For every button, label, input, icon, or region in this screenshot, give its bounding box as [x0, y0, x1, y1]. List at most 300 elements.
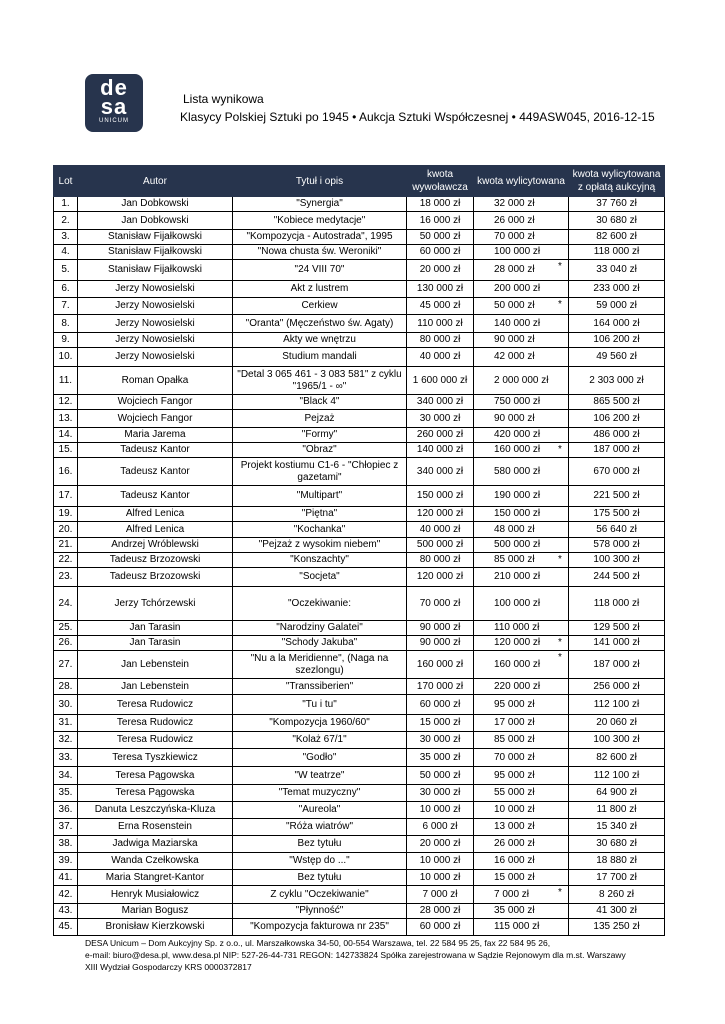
cell-hammer-price [474, 715, 569, 732]
cell-hammer-price [474, 886, 569, 904]
cell-total-price-text: 2 303 000 zł [589, 374, 644, 386]
cell-total-price-text: 233 000 zł [593, 283, 640, 294]
cell-author [78, 621, 233, 636]
cell-total-price-text: 30 680 zł [596, 838, 637, 849]
column-header-lot: Lot [54, 166, 78, 197]
cell-lot-text: 33. [58, 751, 73, 763]
cell-total-price-text: 221 500 zł [593, 490, 640, 501]
cell-total-price-text: 20 060 zł [596, 717, 637, 728]
cell-author [78, 587, 233, 621]
cell-total-price [569, 695, 665, 715]
cell-author [78, 919, 233, 936]
cell-hammer-price-text: 500 000 zł [494, 539, 541, 550]
cell-author [78, 568, 233, 587]
cell-hammer-price [474, 348, 569, 367]
cell-author [78, 715, 233, 732]
cell-author-text: Teresa Rudowicz [116, 717, 194, 728]
cell-lot-text: 20. [58, 523, 73, 535]
cell-author [78, 245, 233, 260]
table-row [54, 486, 665, 507]
cell-hammer-price [474, 853, 569, 870]
cell-title-text: Cerkiew [301, 300, 338, 311]
cell-title [233, 197, 407, 212]
table-row [54, 395, 665, 410]
cell-hammer-price [474, 538, 569, 553]
cell-hammer-price [474, 553, 569, 568]
cell-hammer-price-text: 140 000 zł [494, 317, 541, 329]
cell-hammer-price [474, 836, 569, 853]
cell-author-text: Alfred Lenica [125, 523, 185, 535]
cell-start-price [407, 904, 474, 919]
cell-lot-text: 35. [58, 787, 73, 798]
cell-title-text: Z cyklu "Oczekiwanie" [270, 888, 369, 900]
cell-author-text: Tadeusz Kantor [120, 465, 190, 477]
cell-lot [54, 507, 78, 522]
cell-start-price-text: 10 000 zł [419, 804, 461, 815]
cell-title [233, 679, 407, 695]
cell-lot-text: 28. [58, 680, 73, 692]
table-row [54, 230, 665, 245]
cell-lot [54, 870, 78, 886]
cell-start-price [407, 486, 474, 507]
cell-hammer-price [474, 819, 569, 836]
cell-hammer-price-text: 26 000 zł [494, 838, 535, 849]
cell-hammer-price-text: 115 000 zł [494, 921, 540, 932]
cell-author-text: Maria Jarema [124, 429, 186, 440]
cell-author-text: Tadeusz Kantor [120, 444, 190, 455]
cell-lot-text: 45. [58, 921, 73, 932]
cell-lot-text: 17. [58, 490, 73, 501]
table-row [54, 679, 665, 695]
cell-title [233, 802, 407, 819]
cell-author [78, 904, 233, 919]
cell-start-price [407, 333, 474, 348]
cell-author-text: Teresa Pągowska [115, 769, 195, 781]
cell-total-price [569, 538, 665, 553]
cell-lot-text: 37. [58, 821, 73, 832]
table-row [54, 819, 665, 836]
cell-total-price [569, 853, 665, 870]
cell-lot [54, 621, 78, 636]
cell-start-price-text: 260 000 zł [416, 429, 464, 440]
cell-title [233, 621, 407, 636]
document-title: Lista wynikowa [183, 92, 264, 106]
cell-author-text: Jan Tarasin [129, 637, 181, 648]
cell-author-text: Wojciech Fangor [117, 412, 193, 424]
cell-total-price [569, 281, 665, 298]
cell-author [78, 315, 233, 333]
cell-start-price-text: 15 000 zł [419, 717, 461, 728]
cell-title [233, 651, 407, 679]
table-row [54, 870, 665, 886]
cell-total-price [569, 367, 665, 395]
cell-hammer-price-text: 10 000 zł [494, 804, 535, 815]
table-body [54, 197, 665, 936]
cell-start-price [407, 886, 474, 904]
cell-start-price-text: 30 000 zł [419, 734, 461, 745]
table-row [54, 315, 665, 333]
cell-total-price-text: 164 000 zł [593, 317, 640, 329]
cell-start-price-text: 50 000 zł [419, 231, 461, 242]
cell-author [78, 651, 233, 679]
cell-start-price [407, 410, 474, 428]
cell-author-text: Jerzy Nowosielski [115, 334, 195, 345]
cell-title [233, 298, 407, 315]
cell-author [78, 679, 233, 695]
cell-author [78, 486, 233, 507]
cell-lot [54, 785, 78, 802]
table-row [54, 767, 665, 785]
cell-lot [54, 410, 78, 428]
cell-lot-text: 23. [58, 571, 73, 582]
cell-title-text: "Płynność" [295, 905, 344, 916]
cell-total-price-text: 37 760 zł [596, 198, 637, 209]
cell-total-price [569, 458, 665, 486]
cell-title [233, 230, 407, 245]
cell-hammer-price [474, 767, 569, 785]
cell-title-text: "Kobiece medytacje" [273, 214, 366, 226]
cell-start-price [407, 538, 474, 553]
cell-lot [54, 315, 78, 333]
cell-author-text: Teresa Pągowska [115, 787, 195, 798]
cell-hammer-price [474, 870, 569, 886]
cell-lot [54, 443, 78, 458]
cell-hammer-price [474, 587, 569, 621]
cell-author-text: Roman Opałka [121, 374, 189, 386]
cell-title-text: "Kompozycja - Autostrada", 1995 [246, 231, 393, 242]
cell-lot-text: 32. [58, 734, 73, 745]
cell-author [78, 802, 233, 819]
cell-hammer-price [474, 651, 569, 679]
cell-total-price [569, 651, 665, 679]
cell-author-text: Teresa Tyszkiewicz [112, 751, 198, 763]
cell-total-price [569, 443, 665, 458]
cell-title-text: "Pejzaż z wysokim niebem" [258, 539, 381, 550]
cell-start-price-text: 30 000 zł [419, 412, 461, 424]
cell-start-price [407, 732, 474, 749]
cell-hammer-price-text: 48 000 zł [494, 523, 535, 535]
cell-start-price [407, 428, 474, 443]
cell-hammer-price-text: 28 000 zł [494, 264, 535, 275]
cell-lot [54, 553, 78, 568]
cell-author-text: Jerzy Nowosielski [115, 300, 195, 311]
cell-title [233, 410, 407, 428]
cell-lot-text: 3. [61, 231, 70, 242]
cell-author [78, 458, 233, 486]
cell-author-text: Jerzy Nowosielski [115, 317, 195, 329]
cell-start-price [407, 715, 474, 732]
cell-start-price [407, 767, 474, 785]
cell-total-price [569, 919, 665, 936]
cell-total-price-text: 64 900 zł [596, 787, 637, 798]
cell-total-price-text: 15 340 zł [596, 821, 637, 832]
cell-total-price-text: 11 800 zł [596, 804, 637, 815]
cell-author [78, 197, 233, 212]
cell-start-price [407, 348, 474, 367]
cell-title-text: "Godło" [302, 751, 337, 763]
cell-total-price-text: 100 300 zł [593, 734, 640, 745]
cell-title [233, 443, 407, 458]
cell-total-price [569, 428, 665, 443]
cell-hammer-price [474, 621, 569, 636]
cell-title [233, 458, 407, 486]
cell-lot-text: 34. [58, 769, 73, 781]
cell-total-price [569, 587, 665, 621]
table-row [54, 886, 665, 904]
cell-total-price [569, 732, 665, 749]
cell-start-price-text: 150 000 zł [416, 490, 464, 501]
cell-title [233, 348, 407, 367]
cell-title-text: Projekt kostiumu C1-6 - "Chłopiec z gazetami" [240, 459, 399, 483]
cell-hammer-price [474, 212, 569, 230]
buyer-premium-marker: * [558, 299, 562, 310]
cell-title-text: "Socjeta" [299, 571, 340, 582]
cell-author-text: Stanisław Fijałkowski [108, 264, 202, 275]
table-row [54, 802, 665, 819]
buyer-premium-marker: * [558, 554, 562, 565]
cell-author-text: Tadeusz Brzozowski [109, 571, 201, 582]
cell-hammer-price [474, 919, 569, 936]
cell-author [78, 732, 233, 749]
cell-author [78, 785, 233, 802]
cell-author-text: Bronisław Kierzkowski [105, 921, 205, 932]
cell-lot [54, 715, 78, 732]
logo-line-2: sa [100, 94, 128, 119]
footer [85, 937, 685, 973]
cell-total-price-text: 578 000 zł [593, 539, 640, 550]
cell-start-price-text: 28 000 zł [419, 905, 461, 916]
results-table [53, 165, 665, 936]
cell-total-price [569, 819, 665, 836]
cell-lot-text: 4. [61, 246, 70, 257]
cell-total-price-text: 18 880 zł [596, 855, 637, 866]
cell-title [233, 395, 407, 410]
logo-line-1: de [100, 75, 128, 100]
cell-title [233, 836, 407, 853]
cell-hammer-price [474, 568, 569, 587]
cell-total-price [569, 522, 665, 538]
table-row [54, 636, 665, 651]
cell-total-price [569, 197, 665, 212]
cell-lot-text: 43. [58, 905, 73, 916]
cell-author-text: Jan Lebenstein [121, 658, 189, 670]
cell-author [78, 367, 233, 395]
cell-start-price-text: 60 000 zł [419, 246, 461, 257]
cell-hammer-price [474, 443, 569, 458]
cell-total-price-text: 118 000 zł [593, 246, 640, 257]
table-row [54, 651, 665, 679]
cell-start-price [407, 260, 474, 281]
cell-author-text: Wanda Czełkowska [111, 855, 199, 866]
cell-lot-text: 15. [58, 444, 73, 455]
cell-lot-text: 10. [58, 351, 73, 362]
cell-author-text: Erna Rosenstein [118, 821, 192, 832]
cell-start-price-text: 110 000 zł [417, 317, 463, 329]
cell-lot [54, 245, 78, 260]
cell-title [233, 904, 407, 919]
cell-lot [54, 853, 78, 870]
cell-author-text: Jan Tarasin [129, 622, 181, 633]
cell-author [78, 749, 233, 767]
table-row [54, 428, 665, 443]
cell-author-text: Alfred Lenica [125, 508, 185, 519]
cell-hammer-price [474, 785, 569, 802]
cell-hammer-price [474, 245, 569, 260]
cell-lot-text: 36. [58, 804, 73, 815]
cell-lot-text: 21. [58, 539, 73, 550]
cell-lot [54, 904, 78, 919]
cell-hammer-price-text: 85 000 zł [494, 554, 535, 565]
cell-hammer-price-text: 150 000 zł [494, 508, 541, 519]
column-header-total-price: kwota wylicytowana z opłatą aukcyjną [569, 166, 665, 197]
footer-line-1: DESA Unicum – Dom Aukcyjny Sp. z o.o., ul. Marszałkowska 34-50, 00-554 Warszawa, tel. 22 584 95 25, fax 22 584 95 26, [85, 938, 551, 948]
cell-author [78, 230, 233, 245]
cell-total-price-text: 129 500 zł [593, 622, 640, 633]
cell-start-price [407, 553, 474, 568]
cell-author [78, 767, 233, 785]
cell-total-price-text: 187 000 zł [593, 444, 640, 455]
cell-lot-text: 16. [58, 465, 73, 477]
cell-start-price [407, 853, 474, 870]
cell-total-price-text: 106 200 zł [593, 334, 640, 345]
cell-author-text: Teresa Rudowicz [116, 734, 194, 745]
cell-lot [54, 486, 78, 507]
cell-author [78, 395, 233, 410]
cell-author [78, 553, 233, 568]
cell-hammer-price-text: 42 000 zł [494, 351, 535, 362]
cell-hammer-price-text: 90 000 zł [494, 334, 535, 345]
cell-lot-text: 6. [61, 283, 70, 294]
cell-title-text: "Formy" [301, 429, 338, 440]
cell-title-text: "W teatrze" [294, 769, 345, 781]
cell-lot [54, 212, 78, 230]
cell-title [233, 367, 407, 395]
cell-total-price-text: 82 600 zł [596, 231, 637, 242]
cell-start-price-text: 7 000 zł [422, 888, 458, 900]
cell-lot-text: 24. [58, 597, 73, 609]
cell-total-price-text: 187 000 zł [593, 658, 640, 670]
cell-lot [54, 767, 78, 785]
cell-total-price [569, 785, 665, 802]
footer-line-3: XIII Wydział Gospodarczy KRS 0000372817 [85, 962, 252, 972]
cell-lot [54, 587, 78, 621]
column-header-hammer-price: kwota wylicytowana [474, 166, 569, 197]
cell-hammer-price-text: 90 000 zł [494, 412, 535, 424]
table-row [54, 507, 665, 522]
cell-total-price-text: 141 000 zł [593, 637, 640, 648]
cell-total-price [569, 749, 665, 767]
cell-start-price-text: 500 000 zł [416, 539, 464, 550]
cell-hammer-price-text: 32 000 zł [494, 198, 535, 209]
cell-author-text: Teresa Rudowicz [116, 698, 194, 710]
cell-start-price [407, 749, 474, 767]
table-row [54, 260, 665, 281]
cell-author-text: Stanisław Fijałkowski [108, 231, 202, 242]
cell-start-price-text: 35 000 zł [419, 751, 461, 763]
cell-total-price [569, 715, 665, 732]
cell-total-price-text: 33 040 zł [596, 264, 637, 275]
cell-lot-text: 39. [58, 855, 73, 866]
cell-total-price-text: 118 000 zł [593, 597, 640, 609]
cell-author [78, 636, 233, 651]
cell-lot [54, 802, 78, 819]
cell-start-price-text: 16 000 zł [419, 214, 461, 226]
cell-author [78, 695, 233, 715]
buyer-premium-marker: * [558, 652, 562, 663]
footer-line-2: e-mail: biuro@desa.pl, www.desa.pl NIP: 527-26-44-731 REGON: 142733824 Spółka zarejestrowana w Sądzie Rejonowym dla m.st. Warszawy [85, 950, 626, 960]
cell-start-price-text: 90 000 zł [419, 622, 461, 633]
cell-start-price-text: 60 000 zł [419, 921, 461, 932]
cell-start-price [407, 695, 474, 715]
cell-lot-text: 19. [58, 508, 73, 519]
cell-title-text: "Wstęp do ..." [289, 855, 350, 866]
buyer-premium-marker: * [558, 261, 562, 272]
cell-lot [54, 819, 78, 836]
cell-start-price-text: 90 000 zł [419, 637, 461, 648]
cell-hammer-price [474, 281, 569, 298]
cell-lot [54, 281, 78, 298]
cell-author-text: Jan Lebenstein [121, 680, 189, 692]
cell-total-price-text: 41 300 zł [596, 905, 637, 916]
cell-lot [54, 428, 78, 443]
cell-hammer-price-text: 100 000 zł [494, 597, 541, 609]
cell-author-text: Jerzy Tchórzewski [114, 597, 196, 609]
cell-author [78, 522, 233, 538]
cell-start-price [407, 651, 474, 679]
cell-lot [54, 298, 78, 315]
cell-start-price [407, 230, 474, 245]
cell-title [233, 260, 407, 281]
cell-start-price-text: 1 600 000 zł [412, 374, 468, 386]
cell-total-price-text: 100 300 zł [593, 554, 640, 565]
cell-hammer-price [474, 904, 569, 919]
cell-title [233, 732, 407, 749]
cell-start-price [407, 636, 474, 651]
cell-title [233, 507, 407, 522]
table-row [54, 522, 665, 538]
cell-hammer-price-text: 95 000 zł [494, 769, 535, 781]
table-row [54, 695, 665, 715]
cell-title-text: "Aureola" [298, 804, 341, 815]
table-row [54, 836, 665, 853]
cell-title-text: "Schody Jakuba" [281, 637, 358, 648]
cell-author-text: Jerzy Nowosielski [115, 283, 195, 294]
cell-total-price-text: 135 250 zł [593, 921, 640, 932]
cell-total-price-text: 244 500 zł [593, 571, 640, 582]
cell-start-price-text: 340 000 zł [416, 465, 464, 477]
cell-lot-text: 5. [61, 264, 70, 275]
cell-title [233, 785, 407, 802]
cell-hammer-price-text: 17 000 zł [494, 717, 535, 728]
buyer-premium-marker: * [558, 444, 562, 455]
cell-author-text: Maria Stangret-Kantor [105, 871, 205, 883]
table-row [54, 919, 665, 936]
cell-author [78, 443, 233, 458]
cell-lot [54, 538, 78, 553]
cell-total-price [569, 298, 665, 315]
cell-author [78, 212, 233, 230]
cell-hammer-price [474, 260, 569, 281]
table-header-row [54, 166, 665, 197]
cell-title [233, 428, 407, 443]
cell-hammer-price-text: 95 000 zł [494, 698, 535, 710]
cell-title-text: "Obraz" [302, 444, 337, 455]
cell-hammer-price-text: 55 000 zł [494, 787, 535, 798]
cell-start-price-text: 140 000 zł [416, 444, 464, 455]
cell-start-price-text: 340 000 zł [416, 396, 464, 407]
cell-title-text: Bez tytułu [297, 871, 342, 883]
cell-hammer-price [474, 507, 569, 522]
